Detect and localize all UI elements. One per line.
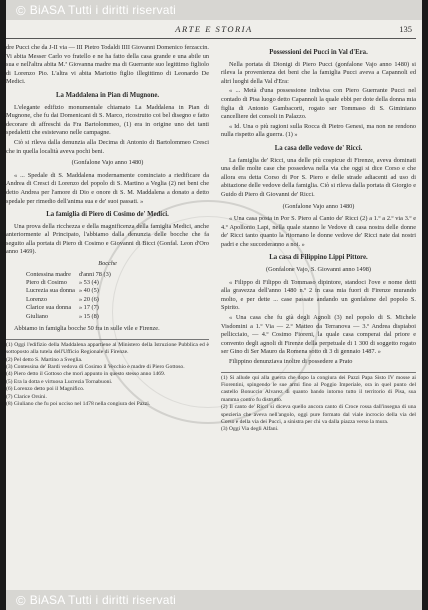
citation: (Gonfalone Vajo anno 1480) — [282, 202, 355, 210]
paragraph: « Filippo di Filippo di Tommaso dipintore, standoci l'ove e nome detti alla gravezza dell'anno 1480 n.º 2 in casa mia fuori di Firenze murando molto, e per dette ... case passate andando un gonfalone del popolo S. Spirito. — [221, 278, 416, 312]
watermark-banner-top — [6, 0, 422, 20]
document-page — [6, 0, 422, 610]
section-heading: La Maddalena in Pian di Mugnone. — [55, 91, 160, 99]
table-row — [26, 279, 115, 287]
right-column — [221, 44, 416, 434]
watermark-banner-bottom — [6, 590, 422, 610]
citation: (Gonfalone Vajo, S. Giovanni anno 1498) — [266, 266, 371, 274]
copyright-icon: © — [16, 2, 26, 18]
section-heading: La famiglia di Piero di Cosimo de' Medici. — [46, 211, 169, 219]
left-column — [6, 44, 209, 408]
table-cell: Lorenzo — [26, 295, 47, 303]
table-cell: Lucrezia sua donna — [26, 287, 75, 295]
page-number: 135 — [399, 24, 412, 34]
footnote: (7) Clarice Orsini. — [6, 393, 47, 400]
table-cell: » 20 (6) — [78, 295, 99, 303]
table-row — [26, 296, 115, 304]
footnote: (6) Lorenzo detto poi il Magnifico. — [6, 386, 85, 393]
section-heading: La casa delle vedove de' Ricci. — [274, 144, 363, 152]
footnote: (2) Pel detto S. Martino a Sveglia. — [6, 356, 83, 363]
table-row — [26, 304, 115, 312]
paragraph: « Una casa che fu già degli Agnoli (3) nel popolo di S. Michele Visdomini a 1.º Via — 2.º Matteo da Terranova — 3.º Andrea dispiaboi pellicciaio, — 4.º Cosimo Fioreni, la quale casa comperai dal priore e convento degli agnoli di Firenze della perpetuale di 1 300 di soggetto rogato ser Gino di Ser Mauro da Romena sotto di 3 di gennaio 1487. » — [221, 314, 416, 356]
footnote: (1) Oggi l'edifizio della Maddalena appartiene al Ministero della Istruzione Pubblica ed è sottoposto alla tutela dell'Ufficio Regionale di Firenze. — [6, 341, 209, 356]
table-row — [26, 313, 115, 321]
footnote: (8) Giuliano che fu poi ucciso nel 1478 nella congiura dei Pazzi. — [6, 400, 151, 407]
table-cell: » 40 (5) — [78, 287, 99, 295]
table-cell: Contessina madre — [26, 270, 71, 278]
paragraph: La famiglia de' Ricci, una delle più cospicue di Firenze, aveva dominati una delle molte case che possedeva nella via che oggi si dice Corso e che allora era detta Corso di Por S. Piero e delle strade adiacenti ad uso di abitazione delle vedove della famiglia. Ciò si rileva dalla portata di Giorgio e Guido di Piero di Giovanni de' Ricci. — [221, 156, 416, 198]
bocche-title: Bocche — [98, 260, 117, 268]
table-cell: d'anni 78 (3) — [78, 270, 111, 278]
table-row — [26, 287, 115, 295]
watermark-text: BiASA Tutti i diritti riservati — [29, 593, 177, 607]
paragraph: « ... Spedale di S. Maddalena modernamente cominciato a riedificare da Andrea di Cresci di Lorenzo del popolo di S. Martino a Veglia (2) nei beni che detto Andrea per l'amore di Dio e onore di S. M. Maddalena a donato a detto spedale per rimedio dell'anima sua e de' suoi passati. » — [6, 171, 209, 205]
copyright-icon: © — [16, 592, 26, 608]
paragraph: Filippino denunziava inoltre di possedere a Prato — [229, 358, 353, 365]
footnote: (3) Contessina de' Bardi vedova di Cosimo il Vecchio e madre di Piero Gottoso. — [6, 363, 185, 370]
paragraph: Nella portata di Dionigi di Piero Pucci (gonfalone Vajo anno 1480) si rileva la provenienza dei beni che la famiglia Pucci aveva a Capannoli ed altri luoghi della Val d'Era: — [221, 60, 416, 85]
section-heading: Possessioni dei Pucci in Val d'Era. — [269, 49, 368, 56]
table-cell: Piero di Cosimo — [26, 279, 67, 287]
paragraph: Una prova della ricchezza e della magnificenza della famiglia Medici, anche anteriormente al Principato, l'abbiamo dalla denunzia delle bocche che fa seguito alla portata di Piero di Cosimo e Giovanni di Bicci (Gonfal. Leon d'Oro anno 1469). — [6, 222, 209, 256]
header-rule — [6, 38, 416, 39]
citation: (Gonfalone Vajo anno 1480) — [71, 159, 144, 167]
footnotes — [6, 339, 209, 409]
paragraph: « Una casa posta in Por S. Piero al Canto de' Ricci (2) a 1.º a 2.º via 3.º e 4.º Apollonio Lapi, nella quale stanno le Vedove di casa nostra delle donne de' Ricci tanto quanto la ritornano le donne vedove de' Ricci nate dai nostri padri e che succederanno a noi. » — [221, 215, 416, 248]
section-heading: La casa di Filippino Lippi Pittore. — [269, 254, 368, 262]
paragraph: « Id. Una o più ragioni sulla Rocca di Pietro Genesi, ma non ne rendono nulla rispetto alla guerra. (1) » — [221, 122, 416, 139]
footnote: (2) Il canto de' Ricci si diceva quello ancora canto di Croce rossa dall'insegna di una spezieria che aveva nell'angolo, oggi pure formato dal viale incrocio della via del Corso e della via dei Pucci, a sinistra per chi va dalla piazza verso la mura. — [221, 404, 416, 426]
table-cell: » 15 (8) — [78, 312, 99, 320]
table-cell: » 53 (4) — [78, 279, 99, 287]
paragraph: dre Pucci che da J-II via — III Pietro Todaldi IIII Giovanni Domenico ferzaccin. Vi abita Messer Carlo vo fratello e ne ha fatto della casa grande e una abile un sua e nell'altra abita M.ª Giovanna madre ma di Guerrante suo legittimo figliolo di Lorenzo Pio. L'altra vi abita Mariotto figlio illegittimo di Leonardo De Medici. — [6, 44, 209, 86]
footnote: (1) Si allude qui alla guerra che dopo la congiura dei Pazzi Papa Sisto IV mosse ai Fiorentini, spingendo le sue armi fino al Poggio Imperiale, ora in quel punto del castello Bonuccio Alvarez di quanto bando intorno tutto il territorio di Pisa, sua mamma contro fu distrutto. — [221, 374, 416, 403]
footnote: (5) Era la dotta e virtuosa Lucrezia Tornabuoni. — [6, 378, 113, 385]
paragraph: Ciò si rileva dalla denunzia alla Decima di Antonio di Bartolommeo Cresci che in quella località aveva pochi beni. — [6, 138, 209, 155]
footnotes — [221, 372, 416, 434]
footnote: (3) Oggi Via degli Alfani. — [221, 426, 279, 433]
footnote: (4) Piero detto il Gottoso che morì appunto in questo stesso anno 1469. — [6, 371, 166, 378]
paragraph: « ... Metà d'una possessione indivisa con Piero Guerrante Pucci nel contado di Pisa luogo detto Capannoli la quale ebbi per dote della donna mia figlia di Antonio Gambacorti, rogato ser Tommaso di S. Giminiano cancelliere dei consoli in Palazzo. — [221, 87, 416, 121]
running-header — [6, 24, 422, 38]
watermark-text: BiASA Tutti i diritti riservati — [29, 3, 177, 17]
journal-title: ARTE E STORIA — [175, 24, 253, 34]
table-cell: Giuliano — [26, 312, 49, 320]
table-cell: » 17 (7) — [78, 304, 99, 312]
table-cell: Clarice sua donna — [26, 304, 72, 312]
paragraph: Abbiamo in famiglia bocche 50 fra in sulle vile e Firenze. — [14, 325, 160, 333]
table-row — [26, 271, 115, 279]
bocche-table — [26, 271, 115, 321]
paragraph: L'elegante edifizio monumentale chiamato La Maddalena in Pian di Mugnone, che fu dai Domenicani di S. Marco, ricostruito coi bel disegno e fatto decorare di affreschi da Fra Bartolommeo, (1) era in origine uno dei tanti spedaletti che esistevano nelle campagne. — [6, 103, 209, 137]
